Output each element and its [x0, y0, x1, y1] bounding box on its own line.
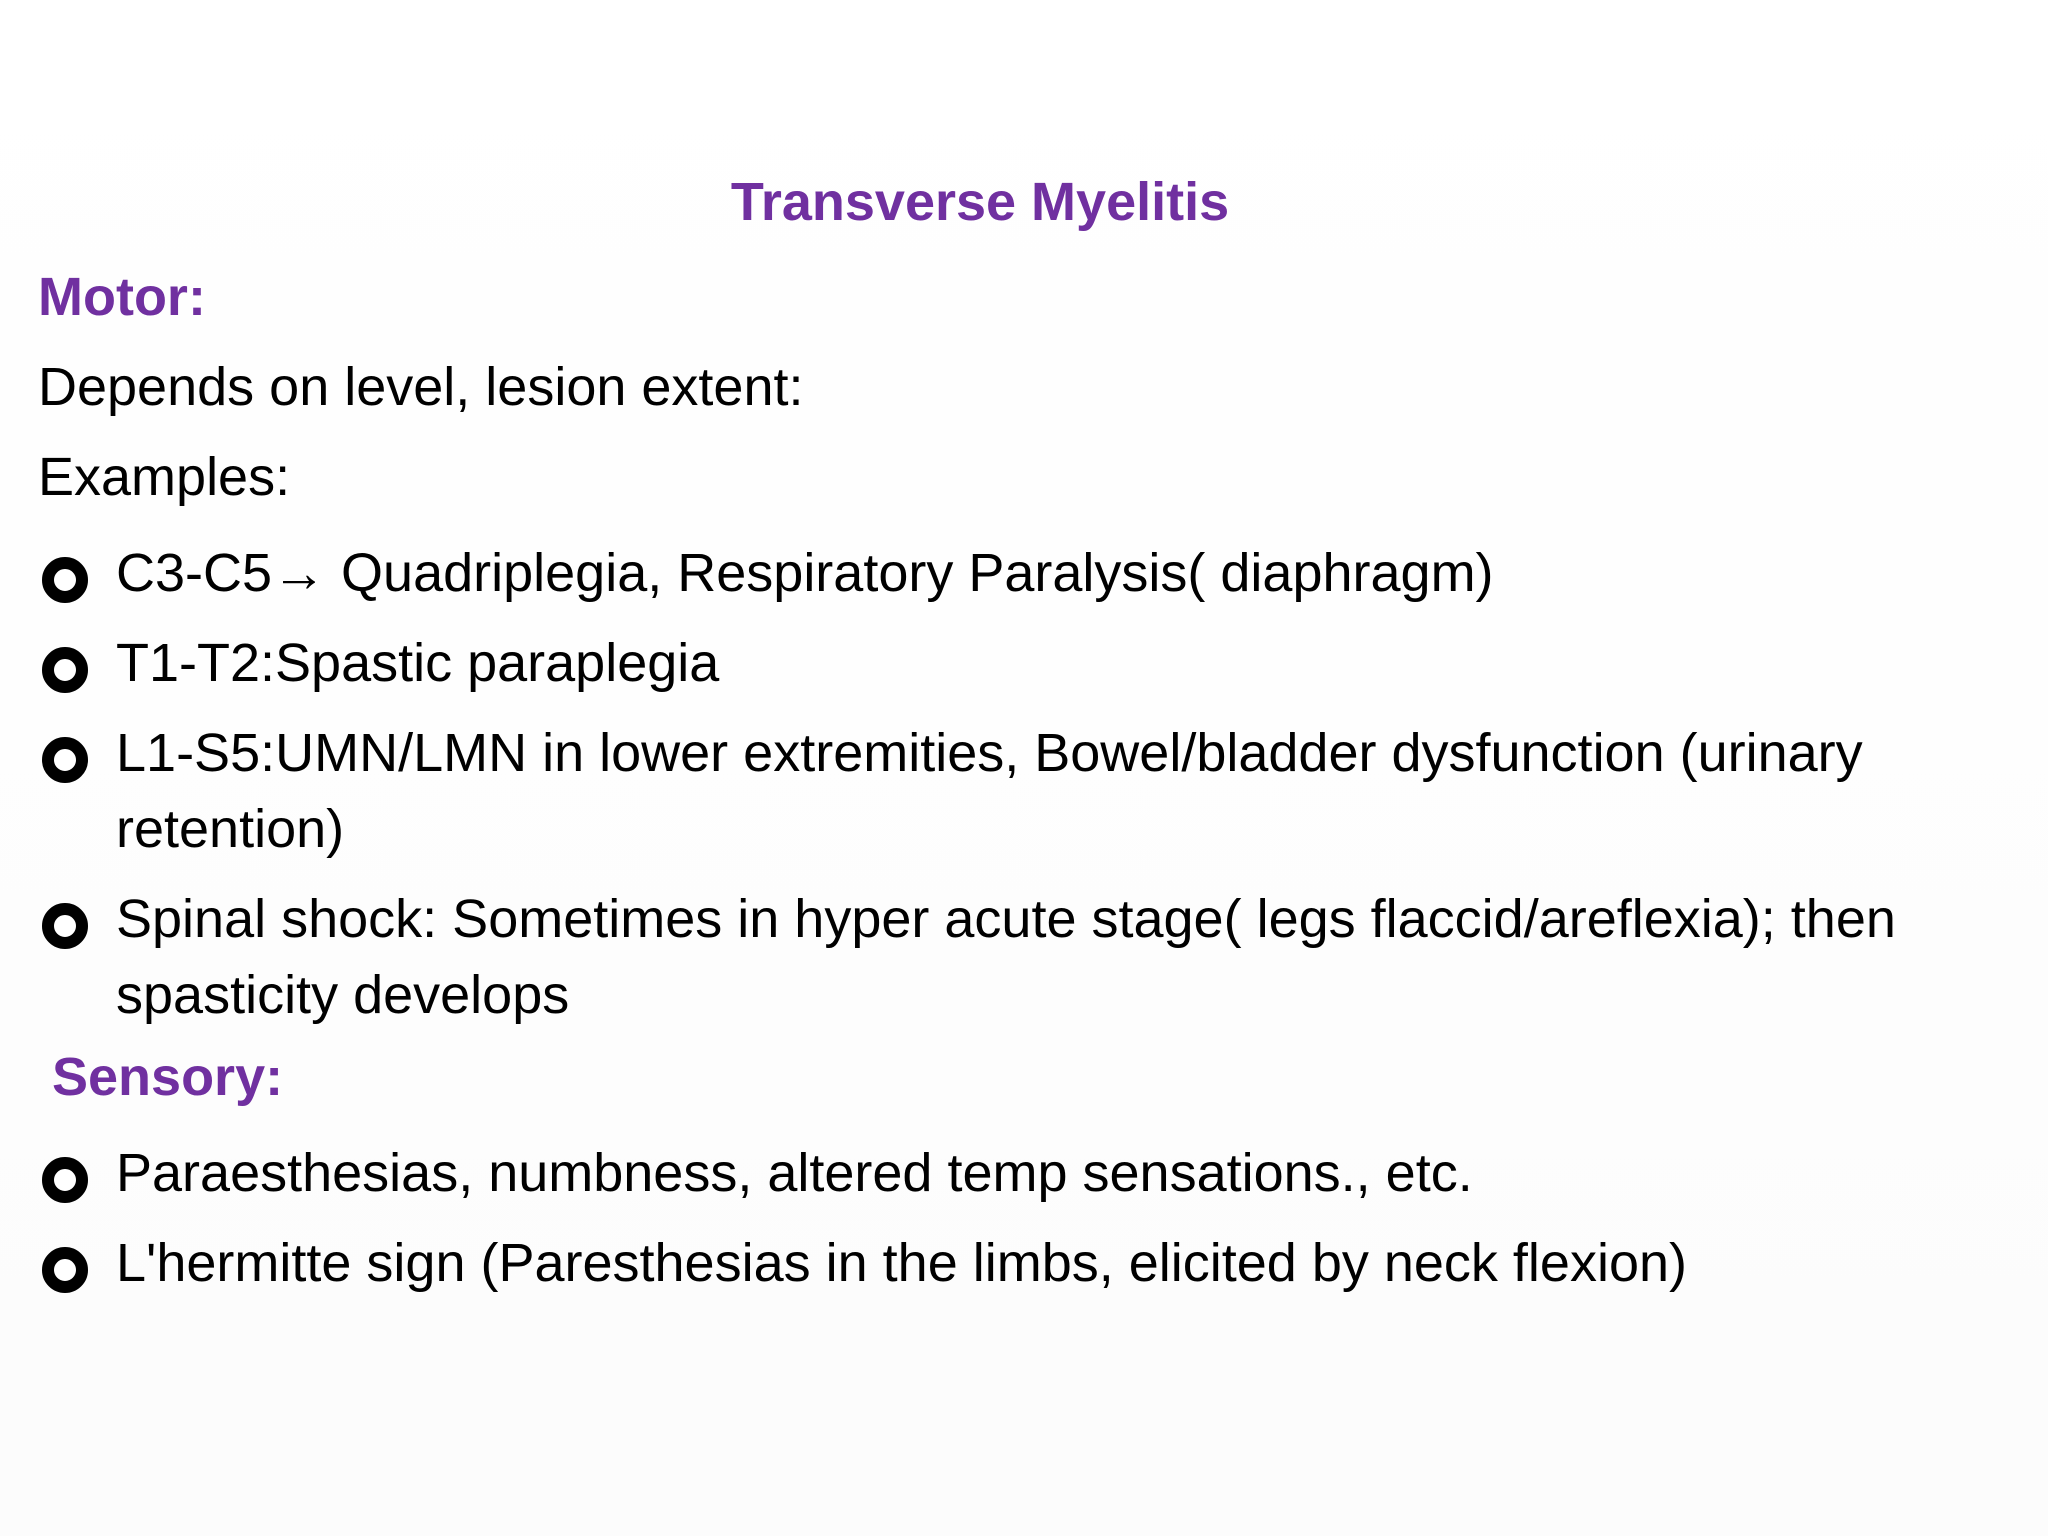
hollow-circle-bullet-icon [42, 737, 88, 783]
sensory-heading: Sensory: [52, 1047, 284, 1107]
motor-intro-text: Depends on level, lesion extent: [38, 357, 804, 417]
motor-bullet-text: Spinal shock: Sometimes in hyper acute stage( legs flaccid/areflexia); then spasticity develops [116, 889, 1896, 1025]
sensory-bullet-list [38, 1135, 1938, 1315]
hollow-circle-bullet-icon [42, 647, 88, 693]
hollow-circle-bullet-icon [42, 557, 88, 603]
sensory-bullet-item [38, 1225, 1938, 1301]
motor-heading: Motor: [38, 267, 206, 327]
sensory-bullet-text: Paraesthesias, numbness, altered temp sensations., etc. [116, 1143, 1473, 1203]
motor-bullet-text: L1-S5:UMN/LMN in lower extremities, Bowel/bladder dysfunction (urinary retention) [116, 723, 1863, 859]
sensory-bullet-text: L'hermitte sign (Paresthesias in the limbs, elicited by neck flexion) [116, 1233, 1688, 1293]
motor-bullet-item [38, 625, 1938, 701]
hollow-circle-bullet-icon [42, 903, 88, 949]
motor-bullet-text: T1-T2:Spastic paraplegia [116, 633, 720, 693]
slide-title: Transverse Myelitis [730, 172, 1230, 232]
hollow-circle-bullet-icon [42, 1157, 88, 1203]
motor-bullet-item [38, 715, 1938, 867]
motor-bullet-list [38, 535, 1938, 1047]
motor-bullet-item [38, 881, 1938, 1033]
hollow-circle-bullet-icon [42, 1247, 88, 1293]
sensory-bullet-item [38, 1135, 1938, 1211]
motor-bullet-item [38, 535, 1938, 611]
examples-label: Examples: [38, 447, 291, 507]
motor-bullet-text: C3-C5→ Quadriplegia, Respiratory Paralysis( diaphragm) [116, 543, 1494, 603]
